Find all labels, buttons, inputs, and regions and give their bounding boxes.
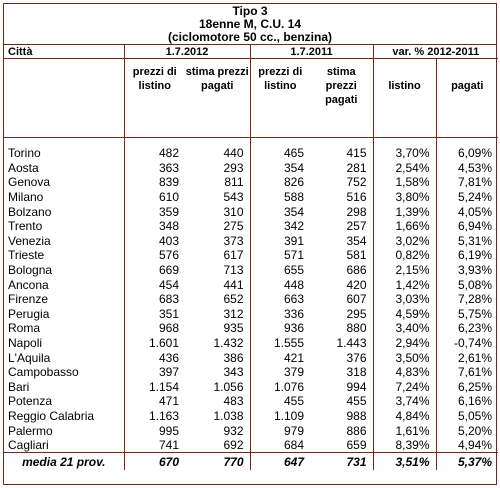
- header-city: Città: [4, 45, 124, 59]
- city-name: Reggio Calabria: [8, 408, 95, 423]
- table-row: [4, 248, 498, 263]
- city-name: Roma: [8, 321, 41, 336]
- cell-pagati-2012: 811: [224, 175, 244, 190]
- cell-listino-2011: 588: [250, 190, 310, 205]
- cell-pagati-2011: 354: [346, 233, 367, 248]
- city-name: Perugia: [8, 306, 50, 321]
- cell-listino-2011: 342: [250, 219, 310, 234]
- cell-pagati-2011: 581: [346, 248, 367, 263]
- cell-var-pagati: 6,16%: [436, 394, 498, 409]
- cell-pagati-2012: 617: [223, 248, 244, 263]
- table-row: [4, 380, 498, 395]
- cell-var-pagati: 5,05%: [436, 409, 498, 424]
- table-row: [4, 423, 498, 438]
- cell-pagati-2012: 1.038: [213, 408, 244, 423]
- city-name: Palermo: [8, 423, 53, 438]
- cell-var-listino: 1,58%: [373, 175, 436, 190]
- cell-var-pagati: 5,75%: [436, 307, 498, 322]
- cell-listino-2012: 1.154: [124, 380, 185, 395]
- cell-pagati-2012: 692: [223, 438, 244, 453]
- cell-var-listino: 4,84%: [373, 409, 436, 424]
- cell-var-pagati: 4,05%: [436, 204, 498, 219]
- table-row: [4, 161, 498, 176]
- cell-pagati-2011: 516: [346, 190, 367, 205]
- city-name: Bari: [8, 379, 30, 394]
- cell-listino-2011: 979: [250, 423, 310, 438]
- cell-pagati-2012: 483: [223, 394, 244, 409]
- cell-listino-2012: 1.601: [124, 336, 185, 351]
- table-row: [4, 292, 498, 307]
- cell-listino-2012: 669: [124, 263, 185, 278]
- cell-listino-2011: 455: [250, 394, 310, 409]
- city-name: Milano: [8, 190, 44, 205]
- cell-listino-2011: 354: [250, 161, 310, 176]
- cell-pagati-2011: 659: [346, 438, 367, 453]
- cell-pagati-2011: 295: [346, 306, 367, 321]
- city-name: Genova: [8, 175, 51, 190]
- cell-pagati-2012: 1.056: [213, 379, 244, 394]
- cell-listino-2012: 359: [124, 204, 185, 219]
- table-row: [4, 365, 498, 380]
- cell-var-listino: 4,59%: [373, 307, 436, 322]
- cell-var-pagati: 7,61%: [436, 365, 498, 380]
- table-row: [4, 146, 498, 161]
- cell-pagati-2011: 1.443: [336, 336, 367, 351]
- cell-pagati-2011: 455: [346, 394, 367, 409]
- average-listino-2012: 670: [124, 453, 185, 471]
- cell-listino-2012: 351: [124, 307, 185, 322]
- table-row: [4, 394, 498, 409]
- cell-pagati-2012: 932: [223, 423, 244, 438]
- table-row: [4, 175, 498, 190]
- header-variation: var. % 2012-2011: [373, 45, 498, 59]
- price-table: [4, 45, 498, 470]
- cell-pagati-2011: 607: [346, 292, 367, 307]
- city-name: Campobasso: [8, 365, 79, 380]
- cell-listino-2012: 968: [124, 321, 185, 336]
- cell-var-pagati: 6,94%: [436, 219, 498, 234]
- cell-pagati-2012: 713: [223, 263, 244, 278]
- cell-listino-2012: 1.163: [124, 409, 185, 424]
- cell-listino-2011: 1.076: [250, 380, 310, 395]
- cell-listino-2011: 1.555: [250, 336, 310, 351]
- cell-var-pagati: 7,81%: [436, 175, 498, 190]
- average-label: media 21 prov.: [4, 453, 124, 471]
- average-var-listino: 3,51%: [373, 453, 436, 471]
- cell-var-listino: 2,15%: [373, 263, 436, 278]
- city-name: Bolzano: [8, 204, 52, 219]
- header-listino-2011: prezzi di listino: [250, 59, 310, 138]
- header-pagati-2012: stima prezzi pagati: [185, 59, 250, 138]
- cell-var-pagati: 5,24%: [436, 190, 498, 205]
- cell-pagati-2011: 298: [346, 204, 367, 219]
- cell-var-listino: 3,70%: [373, 146, 436, 161]
- cell-listino-2012: 397: [124, 365, 185, 380]
- average-listino-2011: 647: [250, 453, 310, 471]
- header-period-2011: 1.7.2011: [250, 45, 373, 59]
- cell-var-listino: 3,50%: [373, 350, 436, 365]
- cell-listino-2011: 379: [250, 365, 310, 380]
- table-row: [4, 190, 498, 205]
- cell-var-pagati: -0,74%: [436, 336, 498, 351]
- cell-var-pagati: 6,09%: [436, 146, 498, 161]
- title-line-3: (ciclomotore 50 cc., benzina): [167, 30, 333, 44]
- cell-var-pagati: 5,20%: [436, 423, 498, 438]
- table-row: [4, 263, 498, 278]
- cell-listino-2012: 348: [124, 219, 185, 234]
- cell-var-listino: 3,74%: [373, 394, 436, 409]
- table-row-average: [4, 453, 498, 471]
- table-row: [4, 321, 498, 336]
- cell-pagati-2012: 935: [223, 321, 244, 336]
- city-name: Venezia: [8, 233, 51, 248]
- cell-var-listino: 2,54%: [373, 161, 436, 176]
- cell-pagati-2011: 880: [346, 321, 367, 336]
- cell-listino-2011: 663: [250, 292, 310, 307]
- cell-pagati-2011: 415: [346, 146, 367, 161]
- title-line-2: 18enne M, C.U. 14: [198, 17, 302, 31]
- cell-listino-2012: 839: [124, 175, 185, 190]
- average-var-pagati: 5,37%: [436, 453, 498, 471]
- table-row: [4, 277, 498, 292]
- price-table-frame: [3, 3, 497, 485]
- header-listino-2012: prezzi di listino: [124, 59, 185, 138]
- city-name: Trento: [8, 219, 43, 234]
- title-line-1: Tipo 3: [232, 4, 268, 18]
- cell-pagati-2011: 686: [346, 263, 367, 278]
- cell-var-pagati: 5,08%: [436, 277, 498, 292]
- cell-var-listino: 8,39%: [373, 438, 436, 453]
- cell-var-listino: 1,39%: [373, 204, 436, 219]
- header-period-2012: 1.7.2012: [124, 45, 250, 59]
- city-name: Torino: [8, 146, 41, 161]
- cell-pagati-2012: 275: [223, 219, 244, 234]
- header-pagati-2011: stima prezzi pagati: [310, 59, 373, 138]
- cell-pagati-2012: 543: [223, 190, 244, 205]
- average-pagati-2012: 770: [185, 453, 250, 471]
- average-pagati-2011: 731: [310, 453, 373, 471]
- cell-listino-2012: 576: [124, 248, 185, 263]
- cell-pagati-2012: 373: [223, 233, 244, 248]
- cell-pagati-2011: 376: [346, 350, 367, 365]
- cell-listino-2011: 826: [250, 175, 310, 190]
- city-name: Bologna: [8, 263, 53, 278]
- cell-var-listino: 1,42%: [373, 277, 436, 292]
- cell-listino-2012: 610: [124, 190, 185, 205]
- cell-listino-2012: 454: [124, 277, 185, 292]
- cell-var-listino: 0,82%: [373, 248, 436, 263]
- cell-pagati-2011: 257: [346, 219, 367, 234]
- cell-listino-2012: 995: [124, 423, 185, 438]
- city-name: Napoli: [8, 336, 43, 351]
- cell-pagati-2011: 420: [346, 277, 367, 292]
- city-name: Potenza: [8, 394, 53, 409]
- city-name: Ancona: [8, 277, 49, 292]
- cell-listino-2012: 482: [124, 146, 185, 161]
- cell-pagati-2012: 293: [223, 160, 244, 175]
- cell-var-pagati: 4,94%: [436, 438, 498, 453]
- cell-var-listino: 1,66%: [373, 219, 436, 234]
- table-row: [4, 350, 498, 365]
- cell-listino-2011: 936: [250, 321, 310, 336]
- cell-pagati-2011: 281: [346, 160, 367, 175]
- cell-var-listino: 2,94%: [373, 336, 436, 351]
- cell-pagati-2012: 652: [223, 292, 244, 307]
- cell-var-listino: 4,83%: [373, 365, 436, 380]
- cell-listino-2011: 465: [250, 146, 310, 161]
- table-row: [4, 336, 498, 351]
- cell-listino-2012: 471: [124, 394, 185, 409]
- cell-listino-2011: 354: [250, 204, 310, 219]
- cell-listino-2011: 571: [250, 248, 310, 263]
- table-row: [4, 219, 498, 234]
- cell-pagati-2011: 994: [346, 379, 367, 394]
- cell-listino-2012: 683: [124, 292, 185, 307]
- city-name: Firenze: [8, 292, 49, 307]
- table-row: [4, 307, 498, 322]
- cell-listino-2011: 448: [250, 277, 310, 292]
- table-row: [4, 438, 498, 453]
- cell-listino-2012: 403: [124, 234, 185, 249]
- cell-var-pagati: 7,28%: [436, 292, 498, 307]
- cell-var-pagati: 5,31%: [436, 234, 498, 249]
- cell-listino-2011: 655: [250, 263, 310, 278]
- cell-pagati-2011: 988: [346, 408, 367, 423]
- cell-pagati-2012: 343: [223, 365, 244, 380]
- table-title: [4, 4, 496, 45]
- cell-listino-2012: 363: [124, 161, 185, 176]
- city-name: L'Aquila: [8, 350, 51, 365]
- city-name: Aosta: [8, 160, 39, 175]
- header-var-pagati: pagati: [436, 59, 498, 138]
- cell-listino-2011: 684: [250, 438, 310, 453]
- cell-pagati-2012: 1.432: [213, 336, 244, 351]
- city-name: Cagliari: [8, 438, 49, 453]
- cell-listino-2012: 436: [124, 350, 185, 365]
- cell-var-pagati: 3,93%: [436, 263, 498, 278]
- cell-pagati-2011: 752: [346, 175, 367, 190]
- cell-var-listino: 3,02%: [373, 234, 436, 249]
- cell-pagati-2012: 310: [223, 204, 244, 219]
- header-city-blank: [4, 59, 124, 138]
- cell-var-listino: 3,03%: [373, 292, 436, 307]
- cell-listino-2012: 741: [124, 438, 185, 453]
- cell-var-pagati: 2,61%: [436, 350, 498, 365]
- cell-var-listino: 3,80%: [373, 190, 436, 205]
- cell-var-pagati: 6,23%: [436, 321, 498, 336]
- cell-pagati-2012: 440: [223, 146, 244, 161]
- cell-var-listino: 1,61%: [373, 423, 436, 438]
- cell-var-listino: 3,40%: [373, 321, 436, 336]
- cell-var-pagati: 4,53%: [436, 161, 498, 176]
- cell-listino-2011: 1.109: [250, 409, 310, 424]
- city-name: Trieste: [8, 248, 45, 263]
- cell-var-pagati: 6,25%: [436, 380, 498, 395]
- table-row: [4, 409, 498, 424]
- header-var-listino: listino: [373, 59, 436, 138]
- cell-listino-2011: 336: [250, 307, 310, 322]
- cell-pagati-2012: 386: [223, 350, 244, 365]
- cell-pagati-2011: 318: [346, 365, 367, 380]
- cell-listino-2011: 421: [250, 350, 310, 365]
- cell-pagati-2011: 886: [346, 423, 367, 438]
- cell-pagati-2012: 312: [223, 306, 244, 321]
- cell-pagati-2012: 441: [223, 277, 244, 292]
- cell-listino-2011: 391: [250, 234, 310, 249]
- cell-var-listino: 7,24%: [373, 380, 436, 395]
- cell-var-pagati: 6,19%: [436, 248, 498, 263]
- table-row: [4, 234, 498, 249]
- table-row: [4, 204, 498, 219]
